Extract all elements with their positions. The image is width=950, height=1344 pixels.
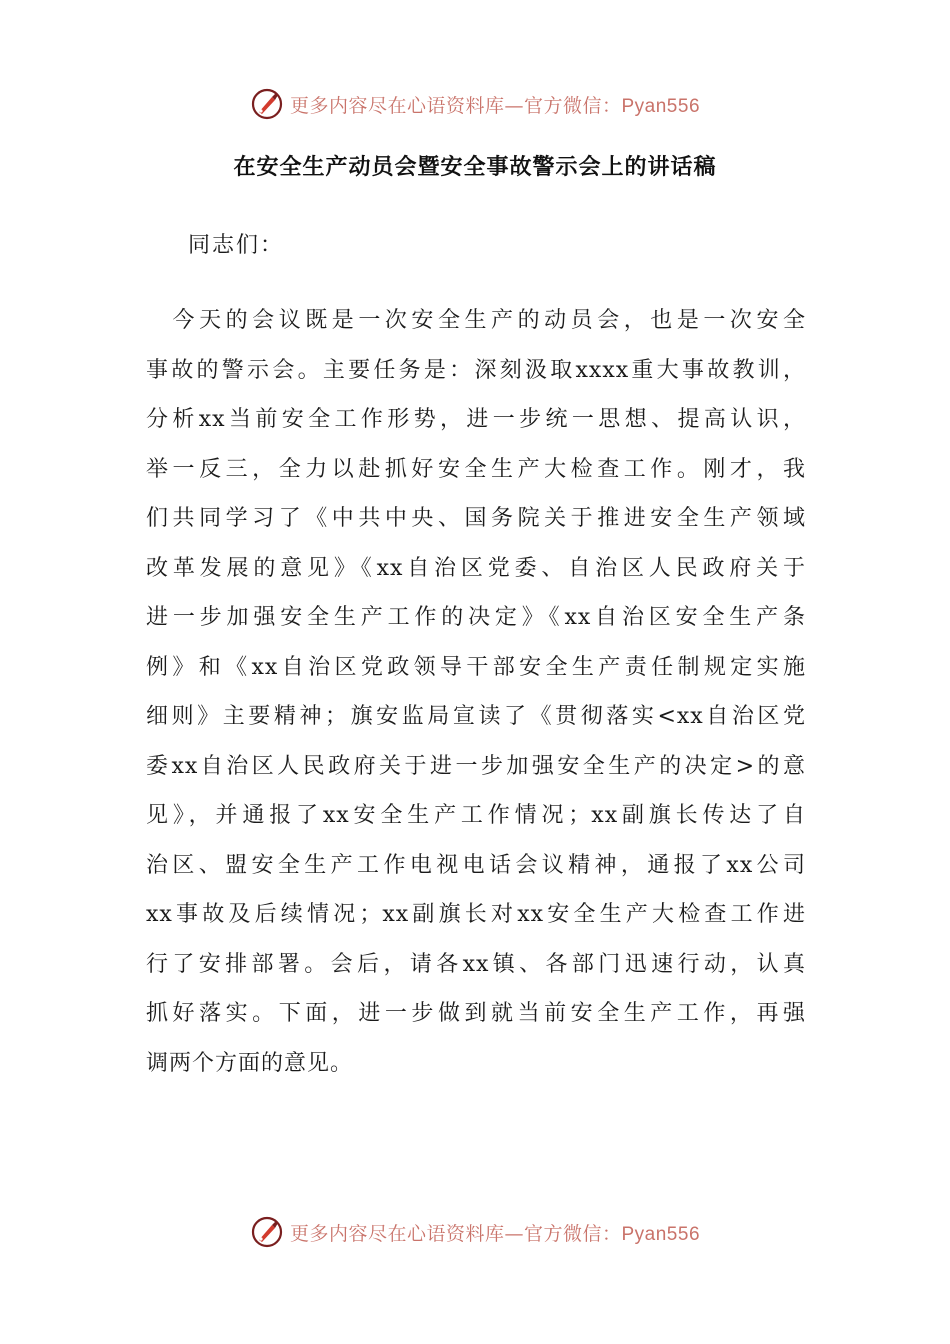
wechat-id: Pyan556 (621, 95, 701, 117)
paragraph-line: 进一步加强安全生产工作的决定》《xx自治区安全生产条 (146, 605, 806, 630)
paragraph-line: 举一反三，全力以赴抓好安全生产大检查工作。刚才，我 (146, 456, 806, 482)
document-title: 在安全生产动员会暨安全事故警示会上的讲话稿 (233, 155, 717, 180)
paragraph-line: 抓好落实。下面，进一步做到就当前安全生产工作，再强 (146, 1001, 806, 1026)
paragraph-line: 细则》主要精神；旗安监局宣读了《贯彻落实<xx自治区党 (146, 704, 806, 729)
paragraph-line: xx事故及后续情况；xx副旗长对xx安全生产大检查工作进 (146, 902, 806, 927)
pen-nib-logo-icon (250, 1215, 284, 1249)
paragraph-line: 行了安排部署。会后，请各xx镇、各部门迅速行动，认真 (146, 951, 806, 977)
watermark-text: 更多内容尽在心语资料库—官方微信：Pyan556 (289, 94, 701, 117)
paragraph-line: 调两个方面的意见。 (146, 1050, 354, 1076)
paragraph-line: 分析xx当前安全工作形势，进一步统一思想、提高认识， (146, 407, 806, 432)
watermark-text: 更多内容尽在心语资料库—官方微信：Pyan556 (289, 1222, 701, 1245)
wechat-id: Pyan556 (621, 1223, 701, 1245)
salutation: 同志们： (188, 233, 285, 258)
paragraph-line: 改革发展的意见》《xx自治区党委、自治区人民政府关于 (146, 555, 806, 581)
header-watermark-banner (0, 84, 950, 124)
paragraph-line: 今天的会议既是一次安全生产的动员会，也是一次安全 (146, 308, 806, 333)
paragraph-line: 治区、盟安全生产工作电视电话会议精神，通报了xx公司 (146, 852, 806, 878)
paragraph-line: 委xx自治区人民政府关于进一步加强安全生产的决定>的意 (146, 753, 806, 779)
paragraph-line: 们共同学习了《中共中央、国务院关于推进安全生产领域 (146, 506, 806, 531)
paragraph-line: 例》和《xx自治区党政领导干部安全生产责任制规定实施 (146, 654, 806, 680)
pen-nib-logo-icon (250, 87, 284, 121)
speech-paragraph (146, 296, 806, 1088)
paragraph-line: 事故的警示会。主要任务是：深刻汲取xxxx重大事故教训， (146, 357, 806, 383)
paragraph-line: 见》，并通报了xx安全生产工作情况；xx副旗长传达了自 (146, 803, 806, 828)
footer-watermark-banner (0, 1212, 950, 1252)
